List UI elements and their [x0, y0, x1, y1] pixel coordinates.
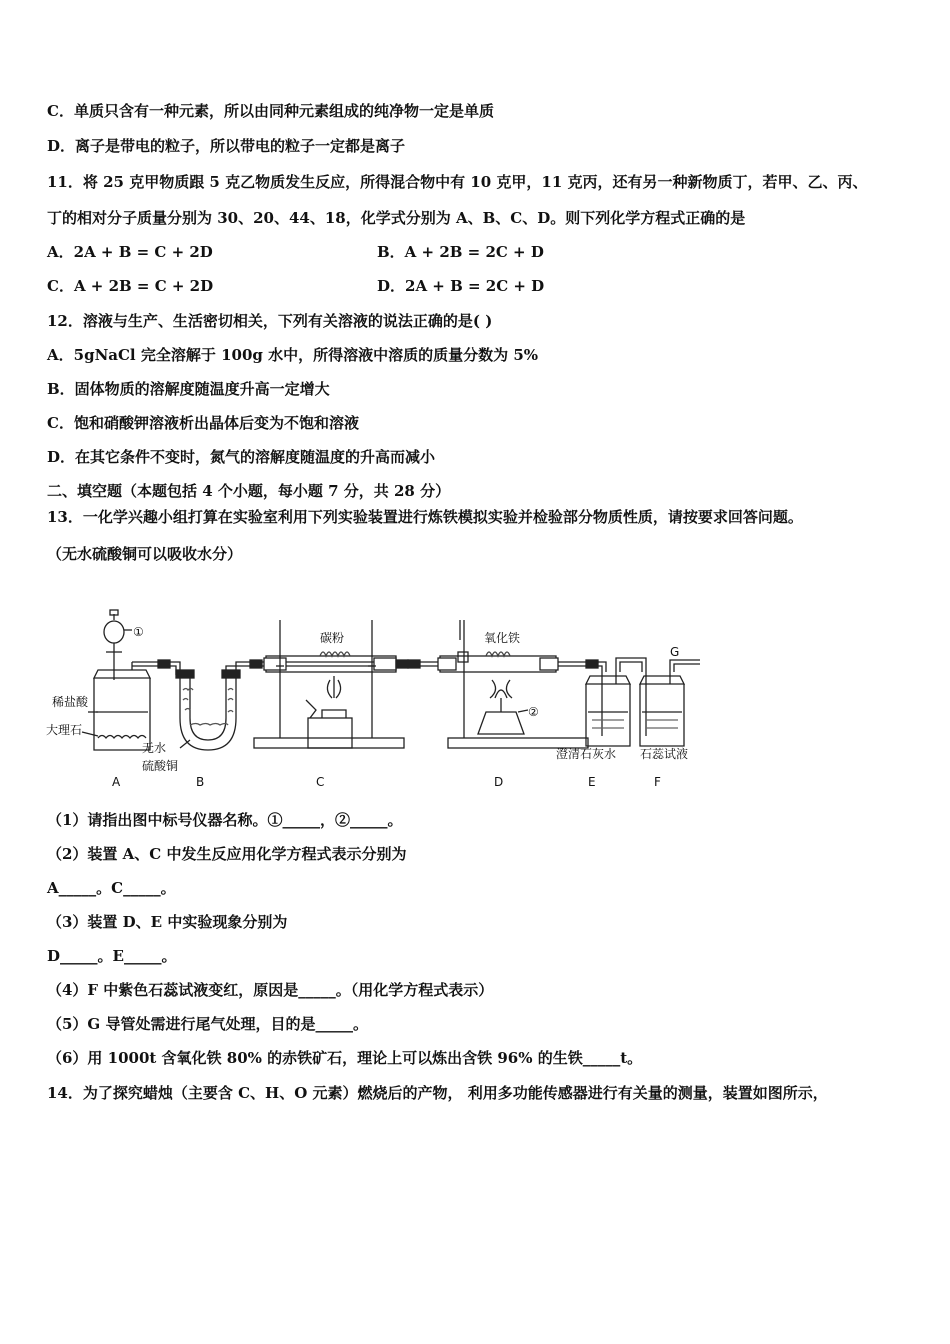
subquestion-3-answer: D_____。E_____。: [47, 947, 177, 965]
question-11-stem-cont: 丁的相对分子质量分别为 30、20、44、18，化学式分别为 A、B、C、D。则下列化学方程式正确的是: [47, 209, 746, 227]
question-12-stem: 12．溶液与生产、生活密切相关，下列有关溶液的说法正确的是( ): [47, 312, 493, 330]
label-limewater: 澄清石灰水: [556, 747, 617, 761]
question-13-stem: 13．一化学兴趣小组打算在实验室利用下列实验装置进行炼铁模拟实验并检验部分物质性质，请按要求回答问题。: [47, 508, 803, 526]
q12-option-d: D．在其它条件不变时，氮气的溶解度随温度的升高而减小: [47, 448, 436, 466]
caption-e: E: [588, 775, 596, 789]
subquestion-3: （3）装置 D、E 中实验现象分别为: [47, 913, 288, 931]
mark-2-label: ②: [528, 705, 539, 719]
option-c-line: C．单质只含有一种元素，所以由同种元素组成的纯净物一定是单质: [47, 102, 494, 120]
q11-option-b: B．A + 2B = 2C + D: [377, 243, 544, 261]
label-carbon-powder: 碳粉: [320, 631, 345, 645]
subquestion-4: （4）F 中紫色石蕊试液变红，原因是_____。（用化学方程式表示）: [47, 981, 494, 999]
q12-option-a: A．5gNaCl 完全溶解于 100g 水中，所得溶液中溶质的质量分数为 5%: [47, 346, 539, 364]
q11-option-a: A．2A + B = C + 2D: [47, 243, 213, 261]
caption-d: D: [494, 775, 504, 789]
label-g: G: [670, 645, 680, 659]
question-11-stem: 11．将 25 克甲物质跟 5 克乙物质发生反应，所得混合物中有 10 克甲，11 克丙，还有另一种新物质丁，若甲、乙、丙、: [47, 173, 868, 191]
question-13-note: （无水硫酸铜可以吸收水分）: [47, 545, 243, 563]
caption-b: B: [196, 775, 205, 789]
label-copper-sulfate: 硫酸铜: [142, 759, 179, 773]
subquestion-6: （6）用 1000t 含氧化铁 80% 的赤铁矿石，理论上可以炼出含铁 96% 的生铁_____t。: [47, 1049, 643, 1067]
mark-1-label: ①: [133, 625, 144, 639]
question-14-stem: 14．为了探究蜡烛（主要含 C、H、O 元素）燃烧后的产物， 利用多功能传感器进行有关量的测量，装置如图所示，: [47, 1084, 828, 1102]
q11-option-c: C．A + 2B = C + 2D: [47, 277, 214, 295]
q12-option-c: C．饱和硝酸钾溶液析出晶体后变为不饱和溶液: [47, 414, 359, 432]
label-litmus: 石蕊试液: [640, 747, 689, 761]
caption-c: C: [316, 775, 325, 789]
label-iron-oxide: 氧化铁: [484, 631, 521, 645]
q12-option-b: B．固体物质的溶解度随温度升高一定增大: [47, 380, 330, 398]
subquestion-5: （5）G 导管处需进行尾气处理，目的是_____。: [47, 1015, 368, 1033]
caption-f: F: [654, 775, 661, 789]
label-hydrochloric-acid: 稀盐酸: [52, 695, 89, 709]
subquestion-2-answer: A_____。C_____。: [47, 879, 176, 897]
label-marble: 大理石: [46, 723, 83, 737]
subquestion-1: （1）请指出图中标号仪器名称。①_____，②_____。: [47, 811, 403, 829]
label-anhydrous: 无水: [142, 741, 167, 755]
caption-a: A: [112, 775, 121, 789]
experiment-apparatus-figure: [40, 600, 720, 800]
q11-option-d: D．2A + B = 2C + D: [377, 277, 545, 295]
section-heading: 二、填空题（本题包括 4 个小题，每小题 7 分，共 28 分）: [47, 482, 451, 500]
subquestion-2: （2）装置 A、C 中发生反应用化学方程式表示分别为: [47, 845, 407, 863]
option-d-line: D．离子是带电的粒子，所以带电的粒子一定都是离子: [47, 137, 406, 155]
